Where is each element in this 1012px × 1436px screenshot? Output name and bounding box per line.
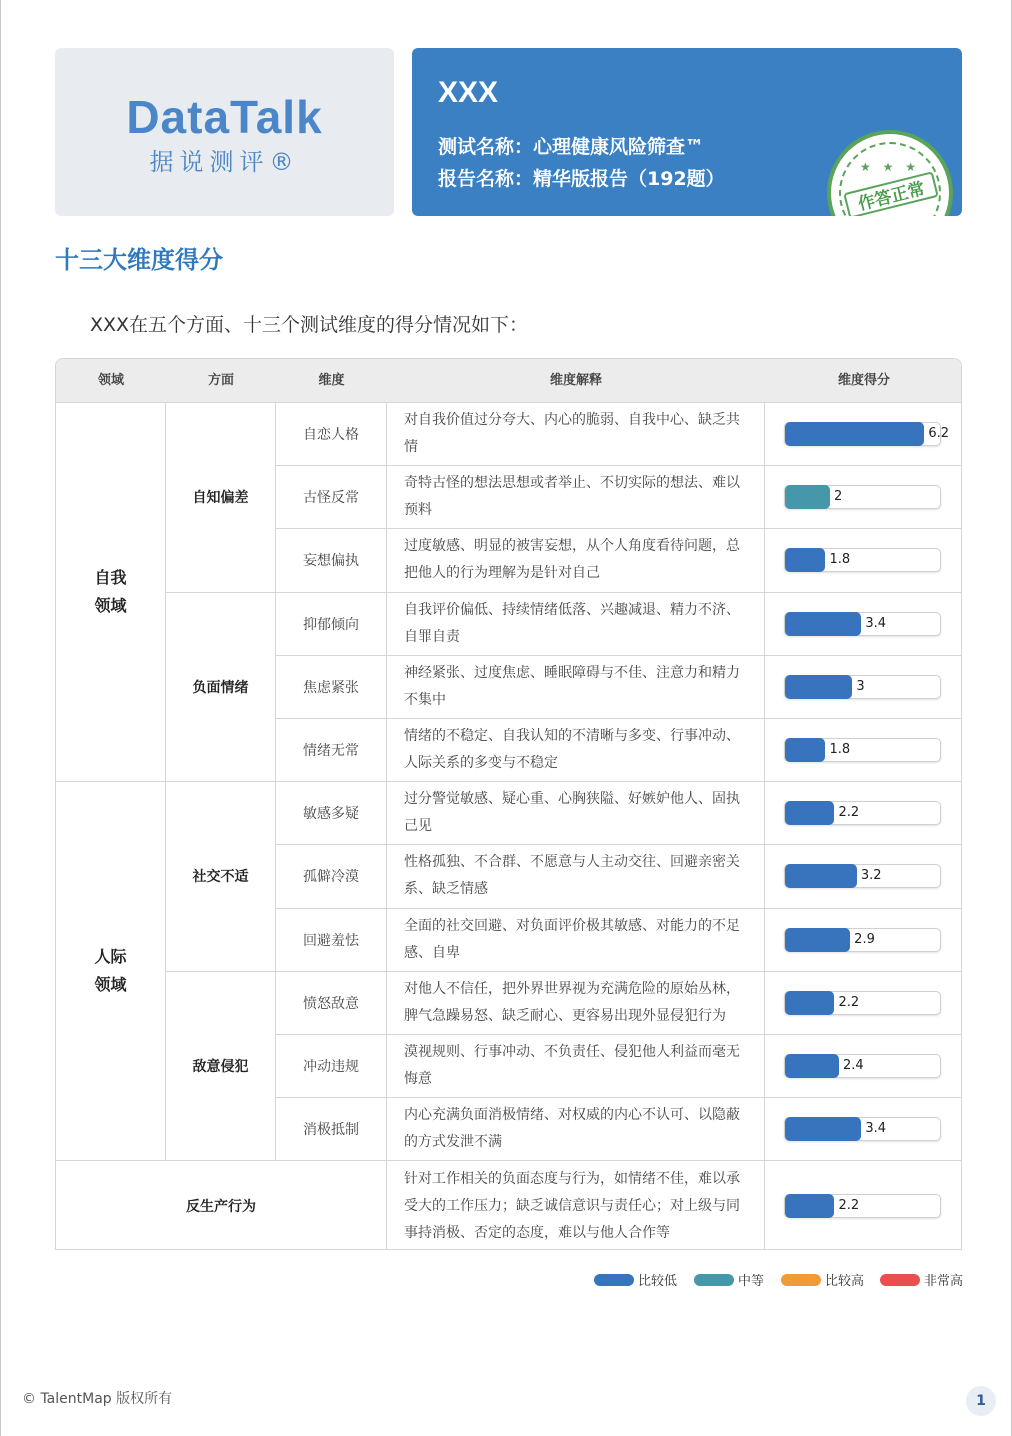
dimension-score-table bbox=[55, 358, 962, 1250]
score-bar-fill bbox=[785, 1117, 861, 1141]
description-cell: 对他人不信任，把外界世界视为充满危险的原始丛林，脾气急躁易怒、缺乏耐心、更容易出现外显侵犯行为 bbox=[387, 972, 765, 1035]
description-cell: 奇特古怪的想法思想或者举止、不切实际的想法、难以预料 bbox=[387, 466, 765, 529]
score-bar-track bbox=[784, 801, 941, 825]
legend-swatch bbox=[880, 1274, 920, 1286]
header-domain: 领域 bbox=[97, 373, 124, 388]
stamp-stars: ★ ★ ★ bbox=[860, 160, 920, 174]
legend-item-high bbox=[781, 1270, 864, 1289]
valid-answer-stamp bbox=[827, 130, 953, 216]
score-bar-fill bbox=[785, 864, 857, 888]
legend-label: 非常高 bbox=[924, 1274, 964, 1289]
intro-text: XXX在五个方面、十三个测试维度的得分情况如下： bbox=[90, 314, 529, 336]
score-value: 3.2 bbox=[860, 868, 882, 884]
score-bar-track bbox=[784, 1194, 941, 1218]
description-cell: 神经紧张、过度焦虑、睡眠障碍与不佳、注意力和精力不集中 bbox=[387, 656, 765, 719]
score-cell bbox=[765, 593, 962, 656]
test-name: 测试名称：心理健康风险筛查™ bbox=[438, 136, 705, 158]
dimension-cell: 消极抵制 bbox=[276, 1098, 387, 1161]
dimension-cell: 敏感多疑 bbox=[276, 782, 387, 845]
description-cell: 针对工作相关的负面态度与行为，如情绪不佳，难以承受大的工作压力；缺乏诚信意识与责任心；对上级与同事持消极、否定的态度，难以与他人合作等 bbox=[387, 1161, 765, 1250]
dimension-cell: 妄想偏执 bbox=[276, 529, 387, 592]
copyright-text: © TalentMap 版权所有 bbox=[22, 1391, 173, 1407]
score-cell bbox=[765, 1161, 962, 1250]
score-value: 3 bbox=[856, 678, 865, 694]
aspect-cell: 负面情绪 bbox=[166, 593, 276, 783]
score-value: 2.2 bbox=[838, 805, 860, 821]
score-bar-track bbox=[784, 422, 950, 446]
score-bar-fill bbox=[785, 928, 850, 952]
logo-panel bbox=[55, 48, 394, 216]
domain-cell: 自我 领域 bbox=[56, 403, 166, 782]
aspect-cell: 敌意侵犯 bbox=[166, 972, 276, 1162]
score-value: 1.8 bbox=[829, 742, 851, 758]
legend-label: 中等 bbox=[738, 1274, 765, 1289]
dimension-cell: 焦虑紧张 bbox=[276, 656, 387, 719]
score-cell bbox=[765, 1035, 962, 1098]
score-bar-fill bbox=[785, 991, 834, 1015]
stamp-label: 作答正常 bbox=[843, 171, 939, 216]
score-bar-track bbox=[784, 928, 941, 952]
score-bar-track bbox=[784, 738, 941, 762]
score-value: 1.8 bbox=[829, 552, 851, 568]
description-cell: 对自我价值过分夸大、内心的脆弱、自我中心、缺乏共情 bbox=[387, 403, 765, 466]
score-value: 2.2 bbox=[838, 994, 860, 1010]
domain-cell: 人际 领域 bbox=[56, 782, 166, 1161]
score-bar-track bbox=[784, 485, 941, 509]
score-bar-track bbox=[784, 612, 941, 636]
score-value: 2.4 bbox=[842, 1058, 864, 1074]
score-cell bbox=[765, 719, 962, 782]
score-cell bbox=[765, 403, 962, 466]
score-value: 2.2 bbox=[838, 1198, 860, 1214]
legend-swatch bbox=[781, 1274, 821, 1286]
logo-wordmark: DataTalk bbox=[126, 91, 323, 143]
legend-item-mid bbox=[694, 1270, 764, 1289]
score-cell bbox=[765, 845, 962, 908]
dimension-cell: 回避羞怯 bbox=[276, 909, 387, 972]
legend-swatch bbox=[594, 1274, 634, 1286]
legend-item-low bbox=[594, 1270, 677, 1289]
description-cell: 自我评价偏低、持续情绪低落、兴趣减退、精力不济、自罪自责 bbox=[387, 593, 765, 656]
score-value: 3.4 bbox=[865, 615, 887, 631]
report-name: 报告名称：精华版报告（192题） bbox=[438, 168, 725, 190]
description-cell: 内心充满负面消极情绪、对权威的内心不认可、以隐蔽的方式发泄不满 bbox=[387, 1098, 765, 1161]
score-cell bbox=[765, 782, 962, 845]
dimension-cell: 愤怒敌意 bbox=[276, 972, 387, 1035]
aspect-cell: 社交不适 bbox=[166, 782, 276, 972]
aspect-cell: 自知偏差 bbox=[166, 403, 276, 593]
score-bar-fill bbox=[785, 801, 834, 825]
score-bar-track bbox=[784, 991, 941, 1015]
score-bar-track bbox=[784, 548, 941, 572]
report-info-panel bbox=[412, 48, 962, 216]
legend-item-very-high bbox=[880, 1270, 963, 1289]
score-bar-track bbox=[784, 1117, 941, 1141]
score-bar-track bbox=[784, 1054, 941, 1078]
dimension-cell: 冲动违规 bbox=[276, 1035, 387, 1098]
score-bar-fill bbox=[785, 738, 825, 762]
score-bar-track bbox=[784, 864, 941, 888]
score-cell bbox=[765, 972, 962, 1035]
score-bar-fill bbox=[785, 485, 830, 509]
score-bar-track bbox=[784, 675, 941, 699]
score-bar-fill bbox=[785, 675, 852, 699]
score-cell bbox=[765, 466, 962, 529]
score-cell bbox=[765, 529, 962, 592]
person-name: XXX bbox=[438, 76, 499, 109]
dimension-cell: 情绪无常 bbox=[276, 719, 387, 782]
table-header bbox=[56, 359, 962, 403]
score-bar-fill bbox=[785, 1194, 834, 1218]
dimension-cell: 抑郁倾向 bbox=[276, 593, 387, 656]
description-cell: 过度敏感、明显的被害妄想，从个人角度看待问题，总把他人的行为理解为是针对自己 bbox=[387, 529, 765, 592]
header-score: 维度得分 bbox=[837, 373, 890, 388]
score-cell bbox=[765, 909, 962, 972]
legend-swatch bbox=[694, 1274, 734, 1286]
dimension-cell: 古怪反常 bbox=[276, 466, 387, 529]
description-cell: 漠视规则、行事冲动、不负责任、侵犯他人利益而毫无悔意 bbox=[387, 1035, 765, 1098]
section-title: 十三大维度得分 bbox=[55, 246, 223, 274]
legend-label: 比较低 bbox=[638, 1274, 678, 1289]
score-bar-fill bbox=[785, 548, 825, 572]
description-cell: 情绪的不稳定、自我认知的不清晰与多变、行事冲动、人际关系的多变与不稳定 bbox=[387, 719, 765, 782]
score-cell bbox=[765, 656, 962, 719]
dimension-cell: 孤僻冷漠 bbox=[276, 845, 387, 908]
legend-label: 比较高 bbox=[825, 1274, 865, 1289]
score-value: 2.9 bbox=[854, 931, 875, 947]
counterproductive-label: 反生产行为 bbox=[56, 1161, 387, 1250]
score-bar-fill bbox=[785, 1054, 839, 1078]
score-cell bbox=[765, 1098, 962, 1161]
score-value: 2 bbox=[833, 489, 843, 505]
logo-subtitle: 据说测评® bbox=[149, 148, 300, 176]
description-cell: 过分警觉敏感、疑心重、心胸狭隘、好嫉妒他人、固执己见 bbox=[387, 782, 765, 845]
score-bar-fill bbox=[785, 612, 861, 636]
description-cell: 全面的社交回避、对负面评价极其敏感、对能力的不足感、自卑 bbox=[387, 909, 765, 972]
header-description: 维度解释 bbox=[549, 373, 602, 388]
description-cell: 性格孤独、不合群、不愿意与人主动交往、回避亲密关系、缺乏情感 bbox=[387, 845, 765, 908]
dimension-cell: 自恋人格 bbox=[276, 403, 387, 466]
header-dimension: 维度 bbox=[318, 373, 345, 388]
page-number: 1 bbox=[966, 1386, 996, 1416]
score-value: 6.2 bbox=[928, 426, 950, 442]
score-value: 3.4 bbox=[865, 1121, 887, 1137]
score-bar-fill bbox=[785, 422, 924, 446]
header-aspect: 方面 bbox=[207, 373, 234, 388]
